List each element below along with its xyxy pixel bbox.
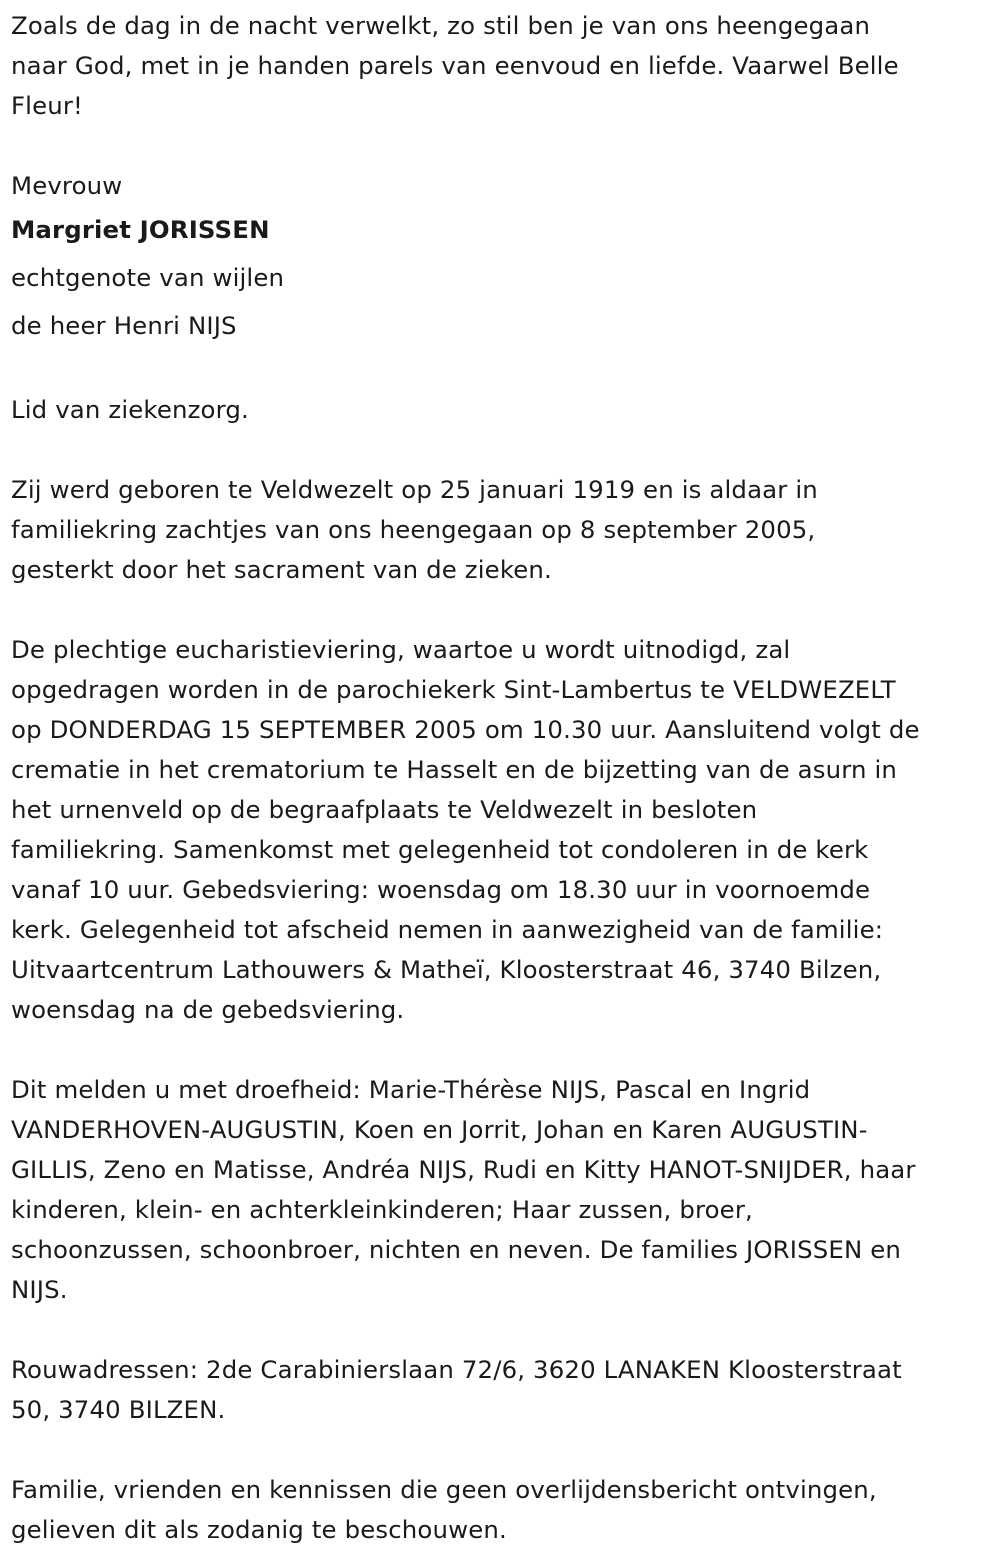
intro-paragraph bbox=[11, 6, 986, 126]
text-line: familiekring zachtjes van ons heengegaan op 8 september 2005, bbox=[11, 515, 816, 544]
closing-paragraph bbox=[11, 1470, 986, 1550]
spouse-line: echtgenote van wijlen bbox=[11, 263, 285, 292]
spacer bbox=[11, 430, 986, 470]
spacer bbox=[11, 1310, 986, 1350]
text-line: VANDERHOVEN-AUGUSTIN, Koen en Jorrit, Johan en Karen AUGUSTIN- bbox=[11, 1115, 868, 1144]
spacer bbox=[11, 590, 986, 630]
spacer bbox=[11, 1430, 986, 1470]
intro-line: Fleur! bbox=[11, 91, 83, 120]
text-line: woensdag na de gebedsviering. bbox=[11, 995, 405, 1024]
text-line: familiekring. Samenkomst met gelegenheid tot condoleren in de kerk bbox=[11, 835, 869, 864]
text-line: het urnenveld op de begraafplaats te Veldwezelt in besloten bbox=[11, 795, 758, 824]
text-line: kinderen, klein- en achterkleinkinderen; Haar zussen, broer, bbox=[11, 1195, 753, 1224]
text-line: Uitvaartcentrum Lathouwers & Matheï, Kloosterstraat 46, 3740 Bilzen, bbox=[11, 955, 882, 984]
intro-line: Zoals de dag in de nacht verwelkt, zo stil ben je van ons heengegaan bbox=[11, 11, 871, 40]
text-line: 50, 3740 BILZEN. bbox=[11, 1395, 226, 1424]
salutation: Mevrouw bbox=[11, 171, 123, 200]
text-line: vanaf 10 uur. Gebedsviering: woensdag om 18.30 uur in voornoemde bbox=[11, 875, 871, 904]
membership: Lid van ziekenzorg. bbox=[11, 395, 249, 424]
text-line: gesterkt door het sacrament van de zieken. bbox=[11, 555, 552, 584]
text-line: Rouwadressen: 2de Carabinierslaan 72/6, 3620 LANAKEN Kloosterstraat bbox=[11, 1355, 902, 1384]
text-line: op DONDERDAG 15 SEPTEMBER 2005 om 10.30 uur. Aansluitend volgt de bbox=[11, 715, 920, 744]
birth-death-paragraph bbox=[11, 470, 986, 590]
spouse-line: de heer Henri NIJS bbox=[11, 311, 237, 340]
text-line: gelieven dit als zodanig te beschouwen. bbox=[11, 1515, 507, 1544]
addresses-paragraph bbox=[11, 1350, 986, 1430]
text-line: NIJS. bbox=[11, 1275, 68, 1304]
text-line: De plechtige eucharistieviering, waartoe u wordt uitnodigd, zal bbox=[11, 635, 791, 664]
text-line: GILLIS, Zeno en Matisse, Andréa NIJS, Rudi en Kitty HANOT-SNIJDER, haar bbox=[11, 1155, 916, 1184]
text-line: opgedragen worden in de parochiekerk Sint-Lambertus te VELDWEZELT bbox=[11, 675, 896, 704]
intro-line: naar God, met in je handen parels van eenvoud en liefde. Vaarwel Belle bbox=[11, 51, 899, 80]
text-line: Zij werd geboren te Veldwezelt op 25 januari 1919 en is aldaar in bbox=[11, 475, 818, 504]
text-line: schoonzussen, schoonbroer, nichten en neven. De families JORISSEN en bbox=[11, 1235, 902, 1264]
deceased-name: Margriet JORISSEN bbox=[11, 215, 270, 244]
text-line: Dit melden u met droefheid: Marie-Thérèse NIJS, Pascal en Ingrid bbox=[11, 1075, 811, 1104]
obituary-document bbox=[11, 6, 986, 1550]
text-line: Familie, vrienden en kennissen die geen overlijdensbericht ontvingen, bbox=[11, 1475, 877, 1504]
ceremony-paragraph bbox=[11, 630, 986, 1030]
text-line: crematie in het crematorium te Hasselt en de bijzetting van de asurn in bbox=[11, 755, 898, 784]
spacer bbox=[11, 126, 986, 166]
text-line: kerk. Gelegenheid tot afscheid nemen in aanwezigheid van de familie: bbox=[11, 915, 884, 944]
spacer bbox=[11, 1030, 986, 1070]
spacer bbox=[11, 350, 986, 390]
mourners-paragraph bbox=[11, 1070, 986, 1310]
